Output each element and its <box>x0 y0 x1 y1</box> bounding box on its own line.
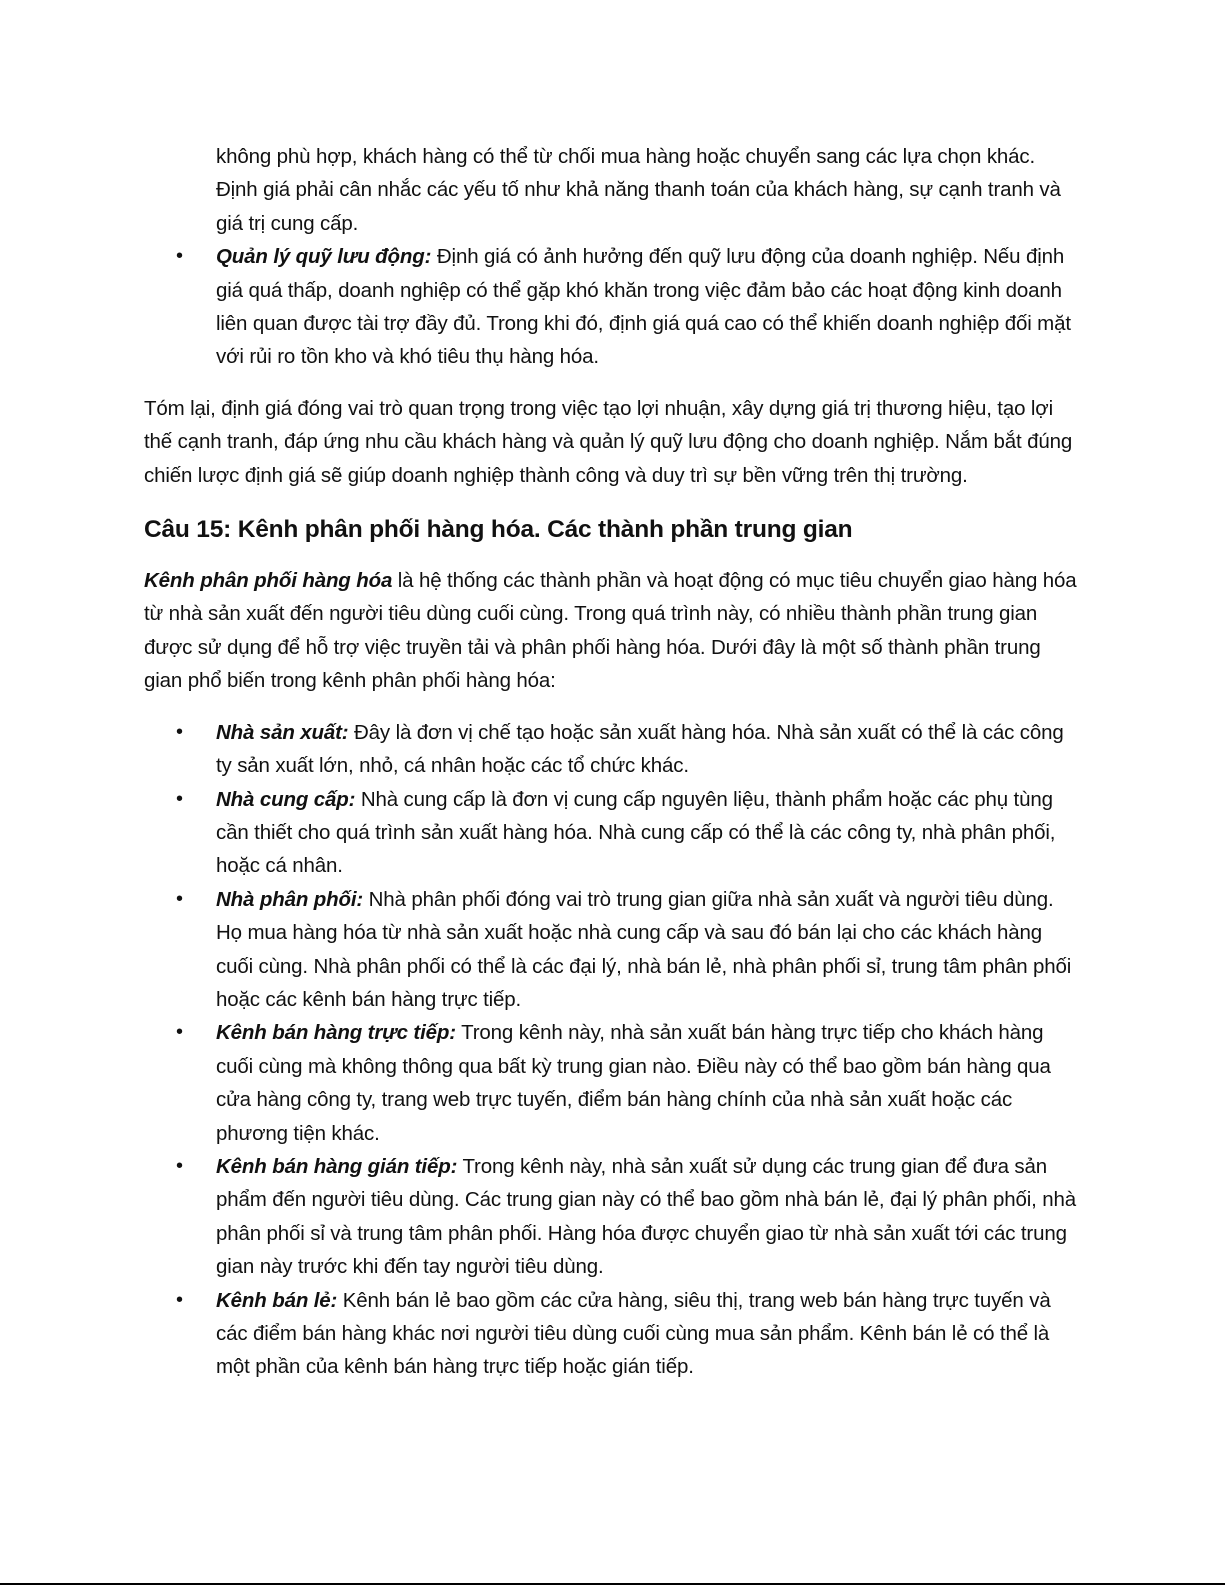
list-item <box>144 883 1079 1017</box>
list-item-text: Trong kênh này, nhà sản xuất sử dụng các trung gian để đưa sản phẩm đến người tiêu dùng. Các trung gian này có thể bao gồm nhà bán lẻ, đại lý phân phối, nhà phân phối sỉ và trung tâm phân phối. Hàng hóa được chuyển giao từ nhà sản xuất tới các trung gian này trước khi đến tay người tiêu dùng. <box>216 1154 1077 1279</box>
list-item-term: Kênh bán hàng gián tiếp: <box>216 1154 458 1178</box>
bullet-icon: • <box>176 720 183 743</box>
continued-item-text: không phù hợp, khách hàng có thể từ chối mua hàng hoặc chuyển sang các lựa chọn khác. Định giá phải cân nhắc các yếu tố như khả năng thanh toán của khách hàng, sự cạnh tranh và giá trị cung cấp. <box>216 145 1061 235</box>
list-item-term: Kênh bán lẻ: <box>216 1288 338 1312</box>
list-item-term: Nhà cung cấp: <box>216 787 356 811</box>
list-item-text: Định giá có ảnh hưởng đến quỹ lưu động của doanh nghiệp. Nếu định giá quá thấp, doanh nghiệp có thể gặp khó khăn trong việc đảm bảo các hoạt động kinh doanh liên quan được tài trợ đầy đủ. Trong khi đó, định giá quá cao có thể khiến doanh nghiệp đối mặt với rủi ro tồn kho và khó tiêu thụ hàng hóa. <box>216 245 1071 369</box>
list-item <box>144 1150 1079 1284</box>
intro-term: Kênh phân phối hàng hóa <box>144 569 393 593</box>
intermediaries-list <box>144 716 1079 1384</box>
list-item-text: Nhà phân phối đóng vai trò trung gian giữa nhà sản xuất và người tiêu dùng. Họ mua hàng hóa từ nhà sản xuất hoặc nhà cung cấp và sau đó bán lại cho các khách hàng cuối cùng. Nhà phân phối có thể là các đại lý, nhà bán lẻ, nhà phân phối sỉ, trung tâm phân phối hoặc các kênh bán hàng trực tiếp. <box>216 887 1072 1011</box>
bullet-icon: • <box>176 787 183 810</box>
intro-paragraph <box>144 564 1079 698</box>
intro-text: là hệ thống các thành phần và hoạt động có mục tiêu chuyển giao hàng hóa từ nhà sản xuất đến người tiêu dùng cuối cùng. Trong quá trình này, có nhiều thành phần trung gian được sử dụng để hỗ trợ việc truyền tải và phân phối hàng hóa. Dưới đây là một số thành phần trung gian phổ biến trong kênh phân phối hàng hóa: <box>144 569 1077 693</box>
bullet-icon: • <box>176 1288 183 1311</box>
list-item-term: Kênh bán hàng trực tiếp: <box>216 1021 456 1045</box>
continued-list-item <box>144 140 1079 240</box>
first-bullet-list <box>144 240 1079 374</box>
bullet-icon: • <box>176 887 183 910</box>
summary-paragraph: Tóm lại, định giá đóng vai trò quan trọng trong việc tạo lợi nhuận, xây dựng giá trị thương hiệu, tạo lợi thế cạnh tranh, đáp ứng nhu cầu khách hàng và quản lý quỹ lưu động cho doanh nghiệp. Nắm bắt đúng chiến lược định giá sẽ giúp doanh nghiệp thành công và duy trì sự bền vững trên thị trường. <box>144 396 1073 487</box>
list-item-term: Nhà phân phối: <box>216 887 364 911</box>
document-page <box>144 140 1079 1384</box>
list-item-term: Quản lý quỹ lưu động: <box>216 245 432 269</box>
section-heading: Câu 15: Kênh phân phối hàng hóa. Các thành phần trung gian <box>144 516 853 544</box>
list-item-term: Nhà sản xuất: <box>216 720 349 744</box>
list-item-text: Trong kênh này, nhà sản xuất bán hàng trực tiếp cho khách hàng cuối cùng mà không thông qua bất kỳ trung gian nào. Điều này có thể bao gồm bán hàng qua cửa hàng công ty, trang web trực tuyến, điểm bán hàng chính của nhà sản xuất hoặc các phương tiện khác. <box>216 1021 1051 1145</box>
list-item-text: Kênh bán lẻ bao gồm các cửa hàng, siêu thị, trang web bán hàng trực tuyến và các điểm bán hàng khác nơi người tiêu dùng cuối cùng mua sản phẩm. Kênh bán lẻ có thể là một phần của kênh bán hàng trực tiếp hoặc gián tiếp. <box>216 1288 1051 1379</box>
bullet-icon: • <box>176 245 183 268</box>
bullet-icon: • <box>176 1021 183 1044</box>
list-item <box>144 783 1079 883</box>
list-item <box>144 1016 1079 1150</box>
bullet-icon: • <box>176 1154 183 1177</box>
list-item <box>144 716 1079 783</box>
list-item <box>144 240 1079 374</box>
list-item <box>144 1284 1079 1384</box>
list-item-text: Đây là đơn vị chế tạo hoặc sản xuất hàng hóa. Nhà sản xuất có thể là các công ty sản xuất lớn, nhỏ, cá nhân hoặc các tổ chức khác. <box>216 720 1064 778</box>
list-item-text: Nhà cung cấp là đơn vị cung cấp nguyên liệu, thành phẩm hoặc các phụ tùng cần thiết cho quá trình sản xuất hàng hóa. Nhà cung cấp có thể là các công ty, nhà phân phối, hoặc cá nhân. <box>216 787 1056 878</box>
